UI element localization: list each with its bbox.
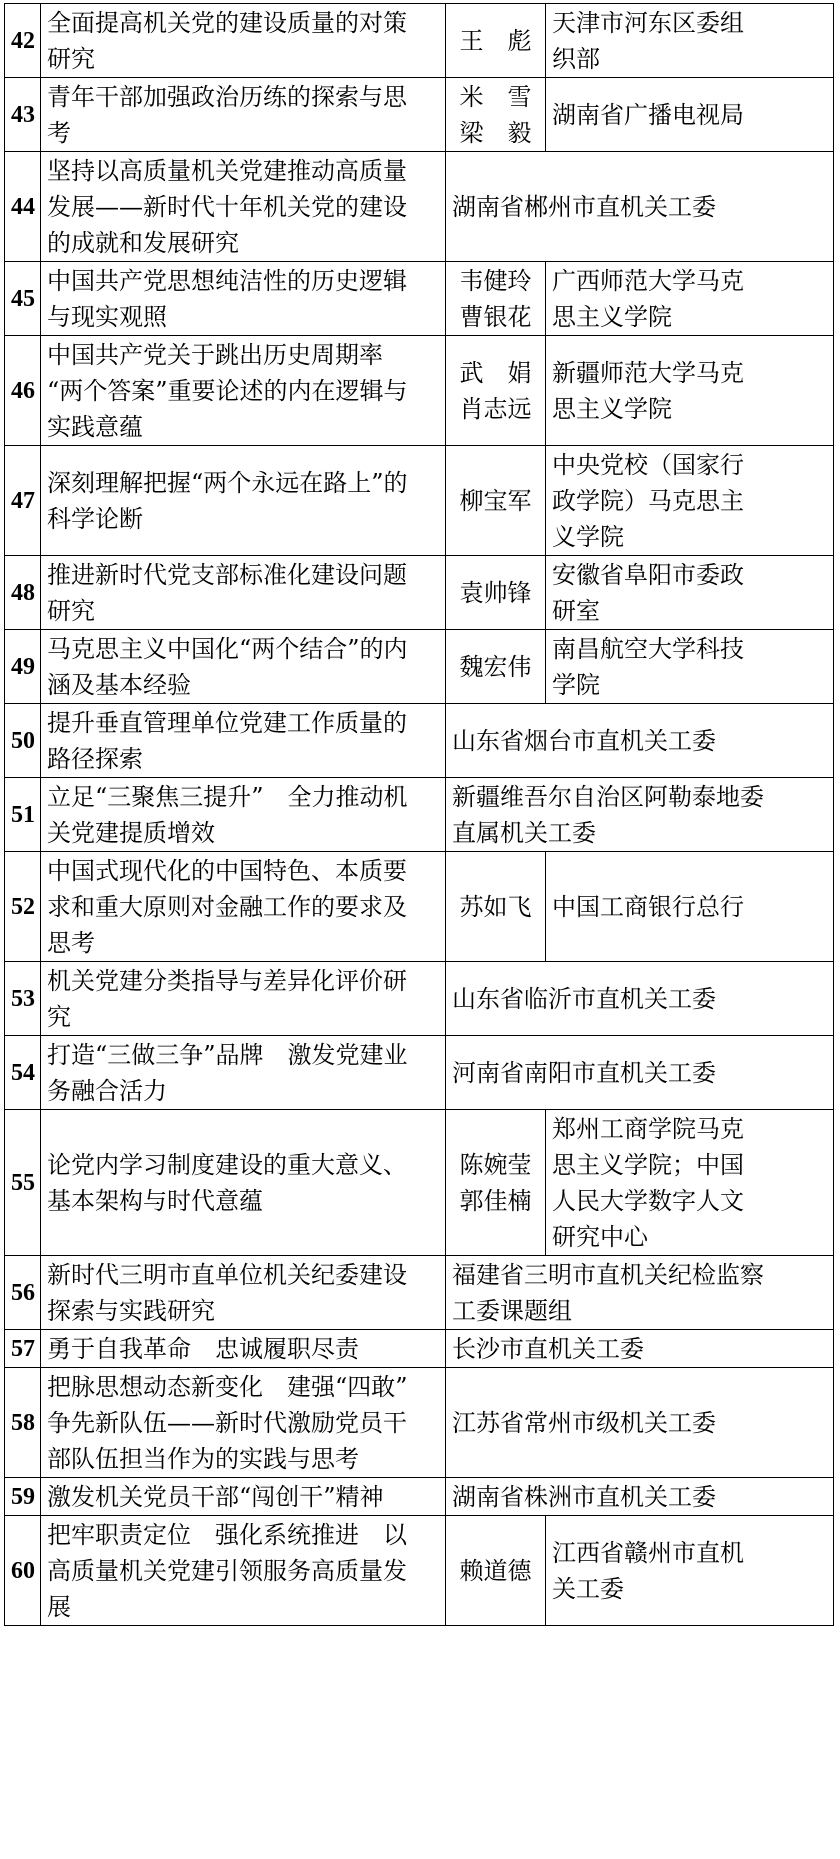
- organization: [446, 1368, 834, 1478]
- organization-line: 南昌航空大学科技: [552, 634, 744, 663]
- table-row: [5, 4, 834, 78]
- row-number: 60: [5, 1516, 41, 1626]
- organization-line: 新疆维吾尔自治区阿勒泰地委: [452, 782, 764, 811]
- paper-title-line: “两个答案”重要论述的内在逻辑与: [47, 376, 408, 405]
- row-number: 49: [5, 630, 41, 704]
- paper-title: [41, 852, 446, 962]
- paper-title-line: 求和重大原则对金融工作的要求及: [47, 892, 407, 921]
- organization-line: 工委课题组: [452, 1296, 572, 1325]
- author-names: [446, 262, 546, 336]
- paper-title-line: 路径探索: [47, 744, 143, 773]
- organization: [546, 446, 834, 556]
- author-names-line: 武 娟: [459, 358, 532, 387]
- paper-title-line: 研究: [47, 44, 95, 73]
- paper-title: [41, 556, 446, 630]
- paper-title-line: 坚持以高质量机关党建推动高质量: [47, 156, 407, 185]
- table-row: [5, 262, 834, 336]
- paper-title: [41, 152, 446, 262]
- organization-line: 思主义学院: [552, 302, 672, 331]
- paper-title-line: 研究: [47, 596, 95, 625]
- table-row: [5, 1478, 834, 1516]
- organization-line: 湖南省株洲市直机关工委: [452, 1482, 716, 1511]
- table-row: [5, 1330, 834, 1368]
- table-row: [5, 1110, 834, 1256]
- paper-title-line: 把牢职责定位 强化系统推进 以: [47, 1520, 407, 1549]
- paper-title-line: 中国共产党关于跳出历史周期率: [47, 340, 383, 369]
- author-names-line: 王 彪: [459, 26, 532, 55]
- organization: [446, 778, 834, 852]
- row-number: 43: [5, 78, 41, 152]
- table-row: [5, 336, 834, 446]
- author-names: [446, 1110, 546, 1256]
- author-names: [446, 1516, 546, 1626]
- organization: [546, 262, 834, 336]
- organization-line: 江西省赣州市直机: [552, 1538, 744, 1567]
- table-row: [5, 446, 834, 556]
- row-number: 45: [5, 262, 41, 336]
- paper-title: [41, 1478, 446, 1516]
- organization-line: 人民大学数字人文: [552, 1186, 744, 1215]
- author-names: [446, 4, 546, 78]
- organization: [546, 4, 834, 78]
- paper-title: [41, 262, 446, 336]
- organization: [446, 1330, 834, 1368]
- author-names-line: 梁 毅: [459, 118, 532, 147]
- organization-line: 天津市河东区委组: [552, 8, 744, 37]
- row-number: 55: [5, 1110, 41, 1256]
- row-number: 58: [5, 1368, 41, 1478]
- organization: [446, 152, 834, 262]
- table-row: [5, 962, 834, 1036]
- paper-title-line: 提升垂直管理单位党建工作质量的: [47, 708, 407, 737]
- paper-title-line: 青年干部加强政治历练的探索与思: [47, 82, 407, 111]
- paper-title-line: 基本架构与时代意蕴: [47, 1186, 263, 1215]
- organization-line: 义学院: [552, 522, 624, 551]
- table-row: [5, 1256, 834, 1330]
- paper-title-line: 科学论断: [47, 504, 143, 533]
- organization: [546, 556, 834, 630]
- paper-title-line: 探索与实践研究: [47, 1296, 215, 1325]
- paper-title: [41, 778, 446, 852]
- table-row: [5, 556, 834, 630]
- organization-line: 关工委: [552, 1574, 624, 1603]
- paper-title: [41, 78, 446, 152]
- paper-title-line: 机关党建分类指导与差异化评价研: [47, 966, 407, 995]
- paper-title-line: 高质量机关党建引领服务高质量发: [47, 1556, 407, 1585]
- organization-line: 政学院）马克思主: [552, 486, 744, 515]
- paper-title-line: 部队伍担当作为的实践与思考: [47, 1444, 359, 1473]
- row-number: 51: [5, 778, 41, 852]
- author-names-line: 苏如飞: [459, 892, 532, 921]
- organization: [546, 78, 834, 152]
- table-row: [5, 704, 834, 778]
- row-number: 42: [5, 4, 41, 78]
- organization-line: 中央党校（国家行: [552, 450, 744, 479]
- organization: [546, 852, 834, 962]
- organization-line: 福建省三明市直机关纪检监察: [452, 1260, 764, 1289]
- organization: [446, 1036, 834, 1110]
- table-row: [5, 152, 834, 262]
- paper-title: [41, 336, 446, 446]
- paper-title-line: 关党建提质增效: [47, 818, 215, 847]
- organization-line: 广西师范大学马克: [552, 266, 744, 295]
- author-names-line: 赖道德: [459, 1556, 532, 1585]
- organization: [546, 336, 834, 446]
- paper-title-line: 争先新队伍——新时代激励党员干: [47, 1408, 407, 1437]
- organization-line: 山东省烟台市直机关工委: [452, 726, 716, 755]
- organization-line: 中国工商银行总行: [552, 892, 744, 921]
- author-names-line: 曹银花: [459, 302, 532, 331]
- table-row: [5, 630, 834, 704]
- author-names: [446, 630, 546, 704]
- author-names: [446, 336, 546, 446]
- row-number: 56: [5, 1256, 41, 1330]
- row-number: 46: [5, 336, 41, 446]
- author-names: [446, 852, 546, 962]
- organization-line: 研究中心: [552, 1222, 648, 1251]
- organization-line: 织部: [552, 44, 600, 73]
- organization-line: 安徽省阜阳市委政: [552, 560, 744, 589]
- paper-title-line: 思考: [47, 928, 95, 957]
- paper-title-line: 激发机关党员干部“闯创干”精神: [47, 1482, 384, 1511]
- paper-title-line: 的成就和发展研究: [47, 228, 239, 257]
- organization-line: 直属机关工委: [452, 818, 596, 847]
- paper-title-line: 中国共产党思想纯洁性的历史逻辑: [47, 266, 407, 295]
- paper-title-line: 展: [47, 1592, 71, 1621]
- author-names-line: 郭佳楠: [459, 1186, 532, 1215]
- paper-title-line: 打造“三做三争”品牌 激发党建业: [47, 1040, 408, 1069]
- organization-line: 思主义学院: [552, 394, 672, 423]
- paper-title: [41, 704, 446, 778]
- organization-line: 山东省临沂市直机关工委: [452, 984, 716, 1013]
- table-row: [5, 78, 834, 152]
- organization: [546, 630, 834, 704]
- organization-line: 思主义学院；中国: [552, 1150, 744, 1179]
- organization-line: 郑州工商学院马克: [552, 1114, 744, 1143]
- organization-line: 学院: [552, 670, 600, 699]
- paper-title-line: 全面提高机关党的建设质量的对策: [47, 8, 407, 37]
- author-names: [446, 556, 546, 630]
- row-number: 59: [5, 1478, 41, 1516]
- paper-title-line: 实践意蕴: [47, 412, 143, 441]
- paper-title-line: 推进新时代党支部标准化建设问题: [47, 560, 407, 589]
- organization-line: 新疆师范大学马克: [552, 358, 744, 387]
- row-number: 54: [5, 1036, 41, 1110]
- paper-title: [41, 1368, 446, 1478]
- row-number: 57: [5, 1330, 41, 1368]
- author-names-line: 米 雪: [459, 82, 532, 111]
- author-names: [446, 446, 546, 556]
- table-row: [5, 852, 834, 962]
- row-number: 50: [5, 704, 41, 778]
- paper-title: [41, 1110, 446, 1256]
- paper-title: [41, 1330, 446, 1368]
- author-names-line: 魏宏伟: [459, 652, 532, 681]
- organization-line: 长沙市直机关工委: [452, 1334, 644, 1363]
- paper-title-line: 新时代三明市直单位机关纪委建设: [47, 1260, 407, 1289]
- paper-title-line: 务融合活力: [47, 1076, 167, 1105]
- paper-title-line: 与现实观照: [47, 302, 167, 331]
- paper-title: [41, 962, 446, 1036]
- organization-line: 研室: [552, 596, 600, 625]
- paper-title: [41, 446, 446, 556]
- table-row: [5, 778, 834, 852]
- paper-title: [41, 4, 446, 78]
- organization: [546, 1516, 834, 1626]
- table-row: [5, 1516, 834, 1626]
- paper-title: [41, 630, 446, 704]
- paper-title: [41, 1256, 446, 1330]
- row-number: 52: [5, 852, 41, 962]
- row-number: 44: [5, 152, 41, 262]
- paper-title-line: 发展——新时代十年机关党的建设: [47, 192, 407, 221]
- organization: [546, 1110, 834, 1256]
- paper-title-line: 把脉思想动态新变化 建强“四敢”: [47, 1372, 408, 1401]
- author-names-line: 肖志远: [459, 394, 532, 423]
- organization-line: 江苏省常州市级机关工委: [452, 1408, 716, 1437]
- paper-title-line: 论党内学习制度建设的重大意义、: [47, 1150, 407, 1179]
- organization: [446, 1256, 834, 1330]
- author-names-line: 陈婉莹: [459, 1150, 532, 1179]
- row-number: 48: [5, 556, 41, 630]
- row-number: 53: [5, 962, 41, 1036]
- author-names-line: 袁帅锋: [459, 578, 532, 607]
- table-body: [5, 4, 834, 1626]
- paper-title-line: 究: [47, 1002, 71, 1031]
- author-names: [446, 78, 546, 152]
- paper-title: [41, 1036, 446, 1110]
- paper-title-line: 立足“三聚焦三提升” 全力推动机: [47, 782, 408, 811]
- organization: [446, 962, 834, 1036]
- paper-title-line: 涵及基本经验: [47, 670, 191, 699]
- awards-table: [4, 3, 834, 1626]
- organization: [446, 704, 834, 778]
- table-row: [5, 1368, 834, 1478]
- author-names-line: 柳宝军: [459, 486, 532, 515]
- row-number: 47: [5, 446, 41, 556]
- paper-title-line: 深刻理解把握“两个永远在路上”的: [47, 468, 408, 497]
- paper-title-line: 中国式现代化的中国特色、本质要: [47, 856, 407, 885]
- paper-title: [41, 1516, 446, 1626]
- organization: [446, 1478, 834, 1516]
- paper-title-line: 马克思主义中国化“两个结合”的内: [47, 634, 408, 663]
- author-names-line: 韦健玲: [459, 266, 532, 295]
- paper-title-line: 勇于自我革命 忠诚履职尽责: [47, 1334, 359, 1363]
- organization-line: 河南省南阳市直机关工委: [452, 1058, 716, 1087]
- organization-line: 湖南省广播电视局: [552, 100, 744, 129]
- paper-title-line: 考: [47, 118, 71, 147]
- organization-line: 湖南省郴州市直机关工委: [452, 192, 716, 221]
- table-row: [5, 1036, 834, 1110]
